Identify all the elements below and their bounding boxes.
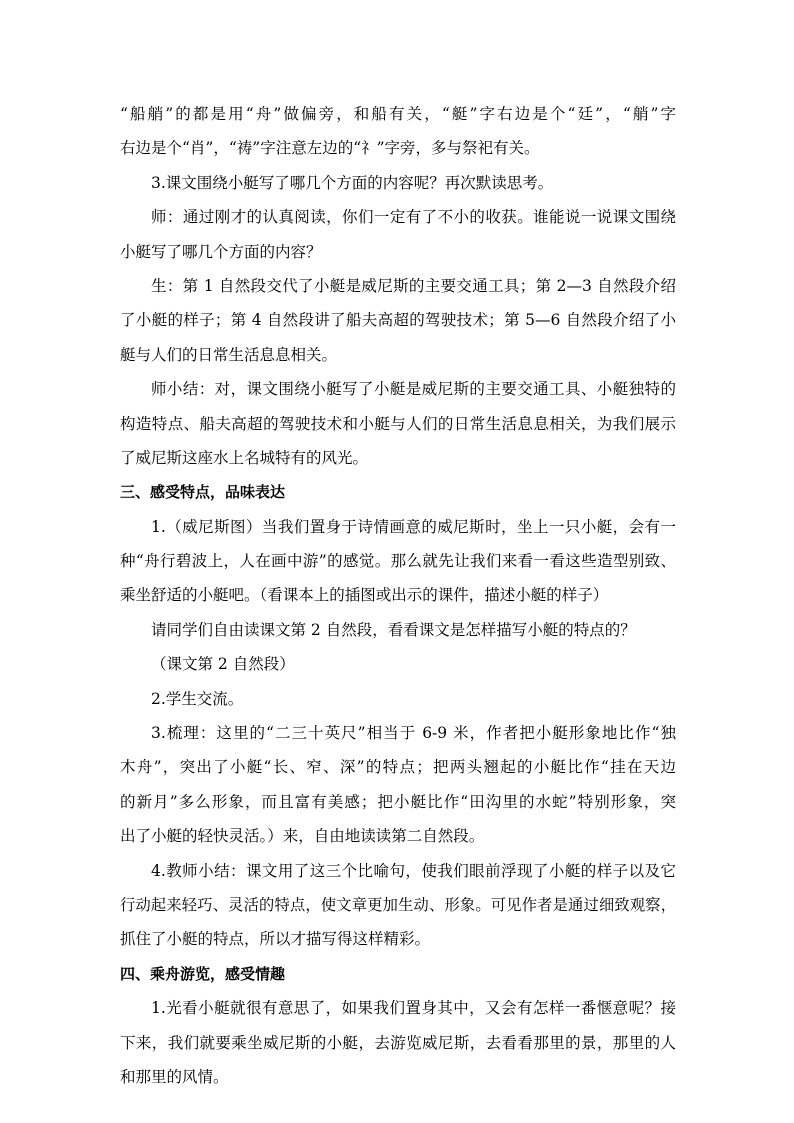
paragraph-line: 1.（威尼斯图）当我们置身于诗情画意的威尼斯时，坐上一只小艇，会有一: [151, 517, 676, 536]
paragraph-line: 和那里的风情。: [120, 1067, 229, 1086]
paragraph-line: 1.光看小艇就很有意思了，如果我们置身其中，又会有怎样一番惬意呢？接: [151, 999, 676, 1018]
paragraph-line: （课文第 2 自然段）: [151, 655, 295, 674]
section-heading: 三、感受特点，品味表达: [120, 483, 286, 502]
section-heading: 四、乘舟游览，感受情趣: [120, 964, 286, 983]
paragraph-line: 行动起来轻巧、灵活的特点，使文章更加生动、形象。可见作者是通过细致观察，: [120, 895, 676, 914]
paragraph-line: 构造特点、船夫高超的驾驶技术和小艇与人们的日常生活息息相关，为我们展示: [120, 414, 676, 433]
paragraph-line: 下来，我们就要乘坐威尼斯的小艇，去游览威尼斯，去看看那里的景，那里的人: [120, 1033, 676, 1052]
paragraph-line: 艇与人们的日常生活息息相关。: [120, 345, 338, 364]
paragraph-line: 师：通过刚才的认真阅读，你们一定有了不小的收获。谁能说一说课文围绕: [151, 208, 676, 227]
paragraph-line: 出了小艇的轻快灵活。）来，自由地读读第二自然段。: [120, 827, 485, 846]
paragraph-line: “船艄”的都是用“舟”做偏旁，和船有关，“艇”字右边是个“廷”，“艄”字: [120, 105, 676, 123]
paragraph-line: 4.教师小结：课文用了这三个比喻句，使我们眼前浮现了小艇的样子以及它: [151, 861, 676, 880]
paragraph-line: 右边是个“肖”，“祷”字注意左边的“礻”字旁，多与祭祀有关。: [120, 139, 540, 158]
paragraph-line: 乘坐舒适的小艇吧。（看课本上的插图或出示的课件，描述小艇的样子）: [120, 586, 609, 605]
paragraph-line: 请同学们自由读课文第 2 自然段，看看课文是怎样描写小艇的特点的？: [151, 620, 636, 639]
paragraph-line: 生：第 1 自然段交代了小艇是威尼斯的主要交通工具；第 2—3 自然段介绍: [151, 276, 676, 295]
paragraph-line: 3.梳理：这里的“二三十英尺”相当于 6-9 米，作者把小艇形象地比作“独: [151, 724, 676, 743]
paragraph-line: 的新月”多么形象，而且富有美感；把小艇比作“田沟里的水蛇”特别形象，突: [120, 792, 676, 811]
paragraph-line: 小艇写了哪几个方面的内容？: [120, 242, 322, 261]
paragraph-line: 2.学生交流。: [151, 689, 244, 708]
document-body: [120, 97, 676, 1094]
paragraph-line: 木舟”，突出了小艇“长、窄、深”的特点；把两头翘起的小艇比作“挂在天边: [120, 758, 676, 777]
paragraph-line: 抓住了小艇的特点，所以才描写得这样精彩。: [120, 930, 431, 949]
paragraph-line: 师小结：对，课文围绕小艇写了小艇是威尼斯的主要交通工具、小艇独特的: [151, 380, 676, 399]
paragraph-line: 了小艇的样子；第 4 自然段讲了船夫高超的驾驶技术；第 5—6 自然段介绍了小: [120, 311, 676, 330]
paragraph-line: 种“舟行碧波上，人在画中游”的感觉。那么就先让我们来看一看这些造型别致、: [120, 552, 676, 571]
paragraph-line: 了威尼斯这座水上名城特有的风光。: [120, 448, 369, 467]
paragraph-line: 3.课文围绕小艇写了哪几个方面的内容呢？再次默读思考。: [151, 173, 554, 192]
